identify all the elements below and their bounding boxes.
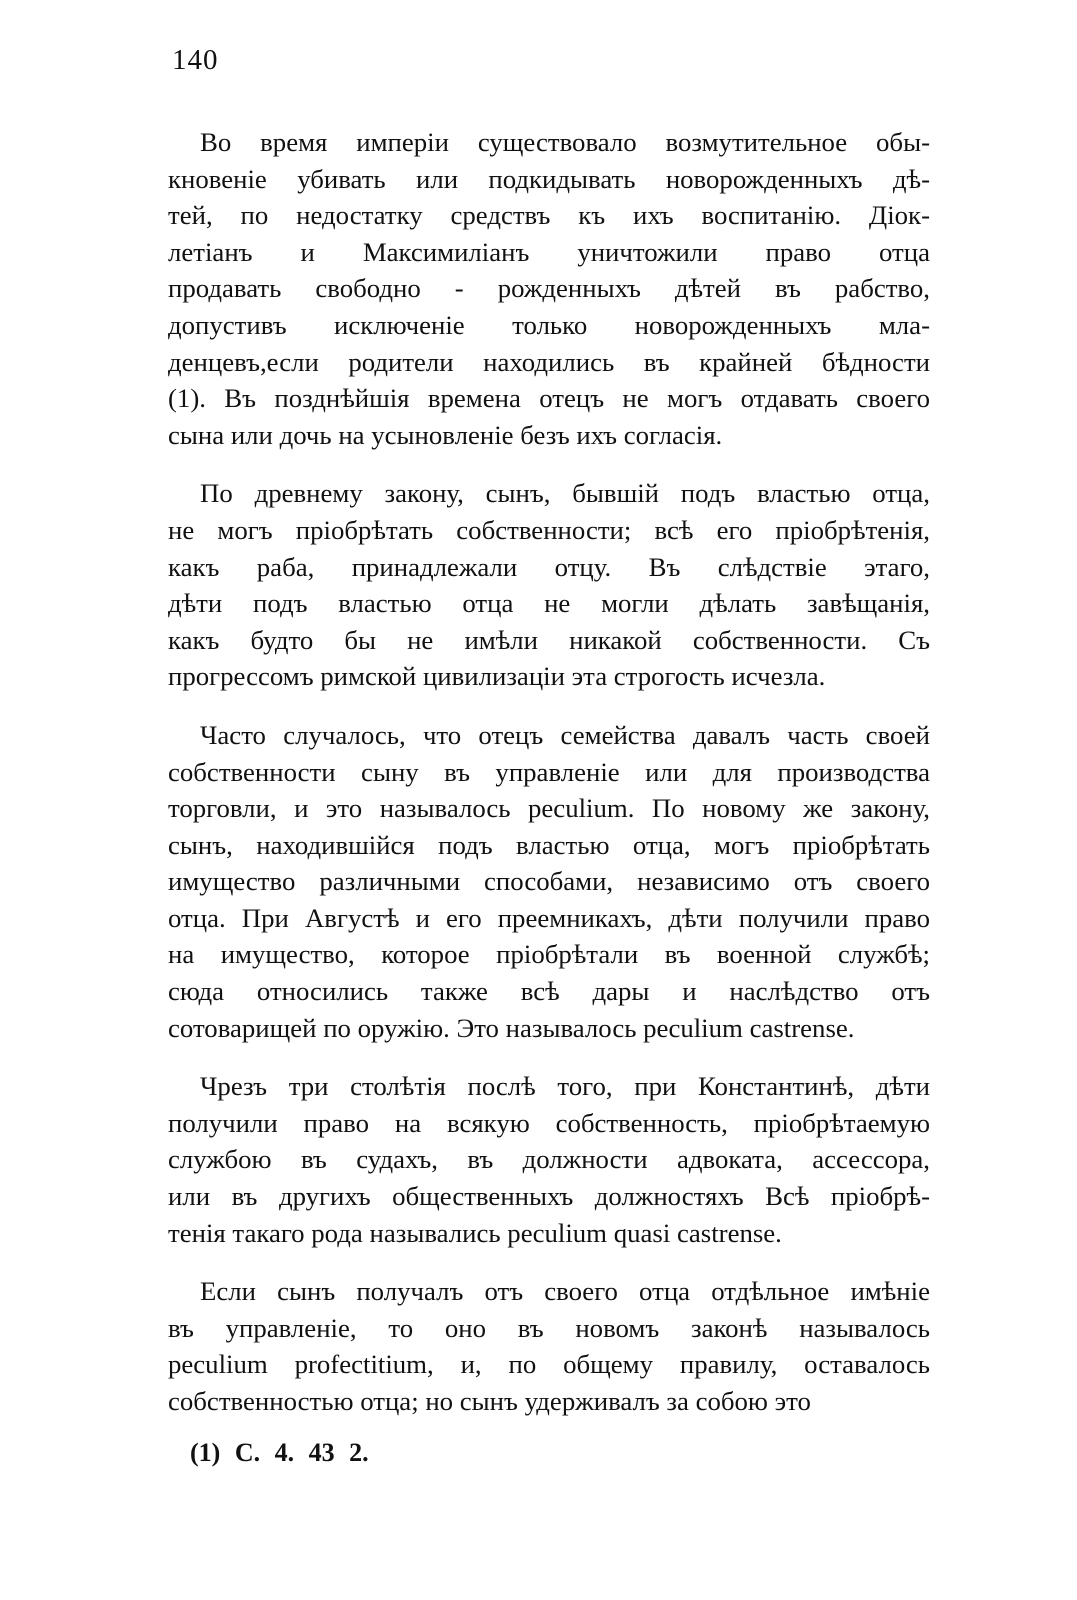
text-line: сынъ, находившійся подъ властью отца, могъ пріобрѣтать bbox=[168, 829, 930, 860]
paragraph-gap bbox=[168, 1046, 930, 1068]
text-line: По древнему закону, сынъ, бывшій подъ властью отца, bbox=[200, 478, 930, 509]
body-text bbox=[168, 124, 930, 1420]
footnote: (1) C. 4. 43 2. bbox=[190, 1438, 369, 1467]
text-line: peculium profectitium, и, по общему правилу, оставалось bbox=[168, 1349, 930, 1380]
text-line: въ управленіе, то оно въ новомъ законѣ называлось bbox=[168, 1312, 930, 1343]
paragraph-gap bbox=[168, 695, 930, 717]
text-line: тенія такаго рода назывались peculium quasi castrense. bbox=[168, 1217, 782, 1248]
text-line: продавать свободно - рожденныхъ дѣтей въ рабство, bbox=[168, 273, 930, 304]
text-line: собственностью отца; но сынъ удерживалъ за собою это bbox=[168, 1386, 811, 1416]
text-line: кновеніе убивать или подкидывать новорожденныхъ дѣ- bbox=[168, 163, 930, 194]
text-line: отца. При Августѣ и его преемникахъ, дѣти получили право bbox=[168, 902, 930, 933]
text-line: Чрезъ три столѣтія послѣ того, при Константинѣ, дѣти bbox=[200, 1071, 930, 1102]
paragraph bbox=[168, 124, 930, 453]
text-line: Если сынъ получалъ отъ своего отца отдѣльное имѣніе bbox=[200, 1276, 930, 1307]
text-line: собственности сыну въ управленіе или для производства bbox=[168, 756, 930, 787]
text-line: Часто случалось, что отецъ семейства давалъ часть своей bbox=[200, 719, 930, 750]
text-line: (1). Въ позднѣйшія времена отецъ не могъ отдавать своего bbox=[168, 383, 930, 414]
paragraph bbox=[168, 1068, 930, 1251]
paragraph-gap bbox=[168, 453, 930, 475]
text-line: допустивъ исключеніе только новорожденныхъ мла- bbox=[168, 309, 930, 340]
text-line: денцевъ,если родители находились въ крайней бѣдности bbox=[168, 346, 930, 377]
page-number: 140 bbox=[172, 44, 219, 76]
text-line: тей, по недостатку средствъ къ ихъ воспитанію. Діок- bbox=[168, 200, 930, 231]
text-line: какъ раба, принадлежали отцу. Въ слѣдствіе этаго, bbox=[168, 551, 930, 582]
text-line: имущество различными способами, независимо отъ своего bbox=[168, 866, 930, 897]
paragraph-gap bbox=[168, 1251, 930, 1273]
text-line: сотоварищей по оружію. Это называлось peculium castrense. bbox=[168, 1012, 855, 1043]
text-line: прогрессомъ римской цивилизаціи эта строгость исчезла. bbox=[168, 661, 826, 692]
paragraph bbox=[168, 1273, 930, 1419]
text-line: Во время имперіи существовало возмутительное обы- bbox=[200, 127, 930, 157]
text-line: торговли, и это называлось peculium. По новому же закону, bbox=[168, 793, 930, 824]
text-line: не могъ пріобрѣтать собственности; всѣ его пріобрѣтенія, bbox=[168, 514, 930, 545]
paragraph bbox=[168, 475, 930, 695]
text-line: службою въ судахъ, въ должности адвоката, ассессора, bbox=[168, 1144, 930, 1175]
text-line: сюда относились также всѣ дары и наслѣдство отъ bbox=[168, 976, 930, 1007]
text-line: получили право на всякую собственность, пріобрѣтаемую bbox=[168, 1107, 930, 1138]
text-line: сына или дочь на усыновленіе безъ ихъ согласія. bbox=[168, 419, 723, 450]
text-line: на имущество, которое пріобрѣтали въ военной службѣ; bbox=[168, 939, 930, 970]
text-line: или въ другихъ общественныхъ должностяхъ Всѣ пріобрѣ- bbox=[168, 1181, 930, 1212]
text-line: летіанъ и Максимиліанъ уничтожили право отца bbox=[168, 236, 930, 267]
text-line: какъ будто бы не имѣли никакой собственности. Съ bbox=[168, 624, 930, 655]
paragraph bbox=[168, 717, 930, 1046]
text-line: дѣти подъ властью отца не могли дѣлать завѣщанія, bbox=[168, 588, 930, 619]
